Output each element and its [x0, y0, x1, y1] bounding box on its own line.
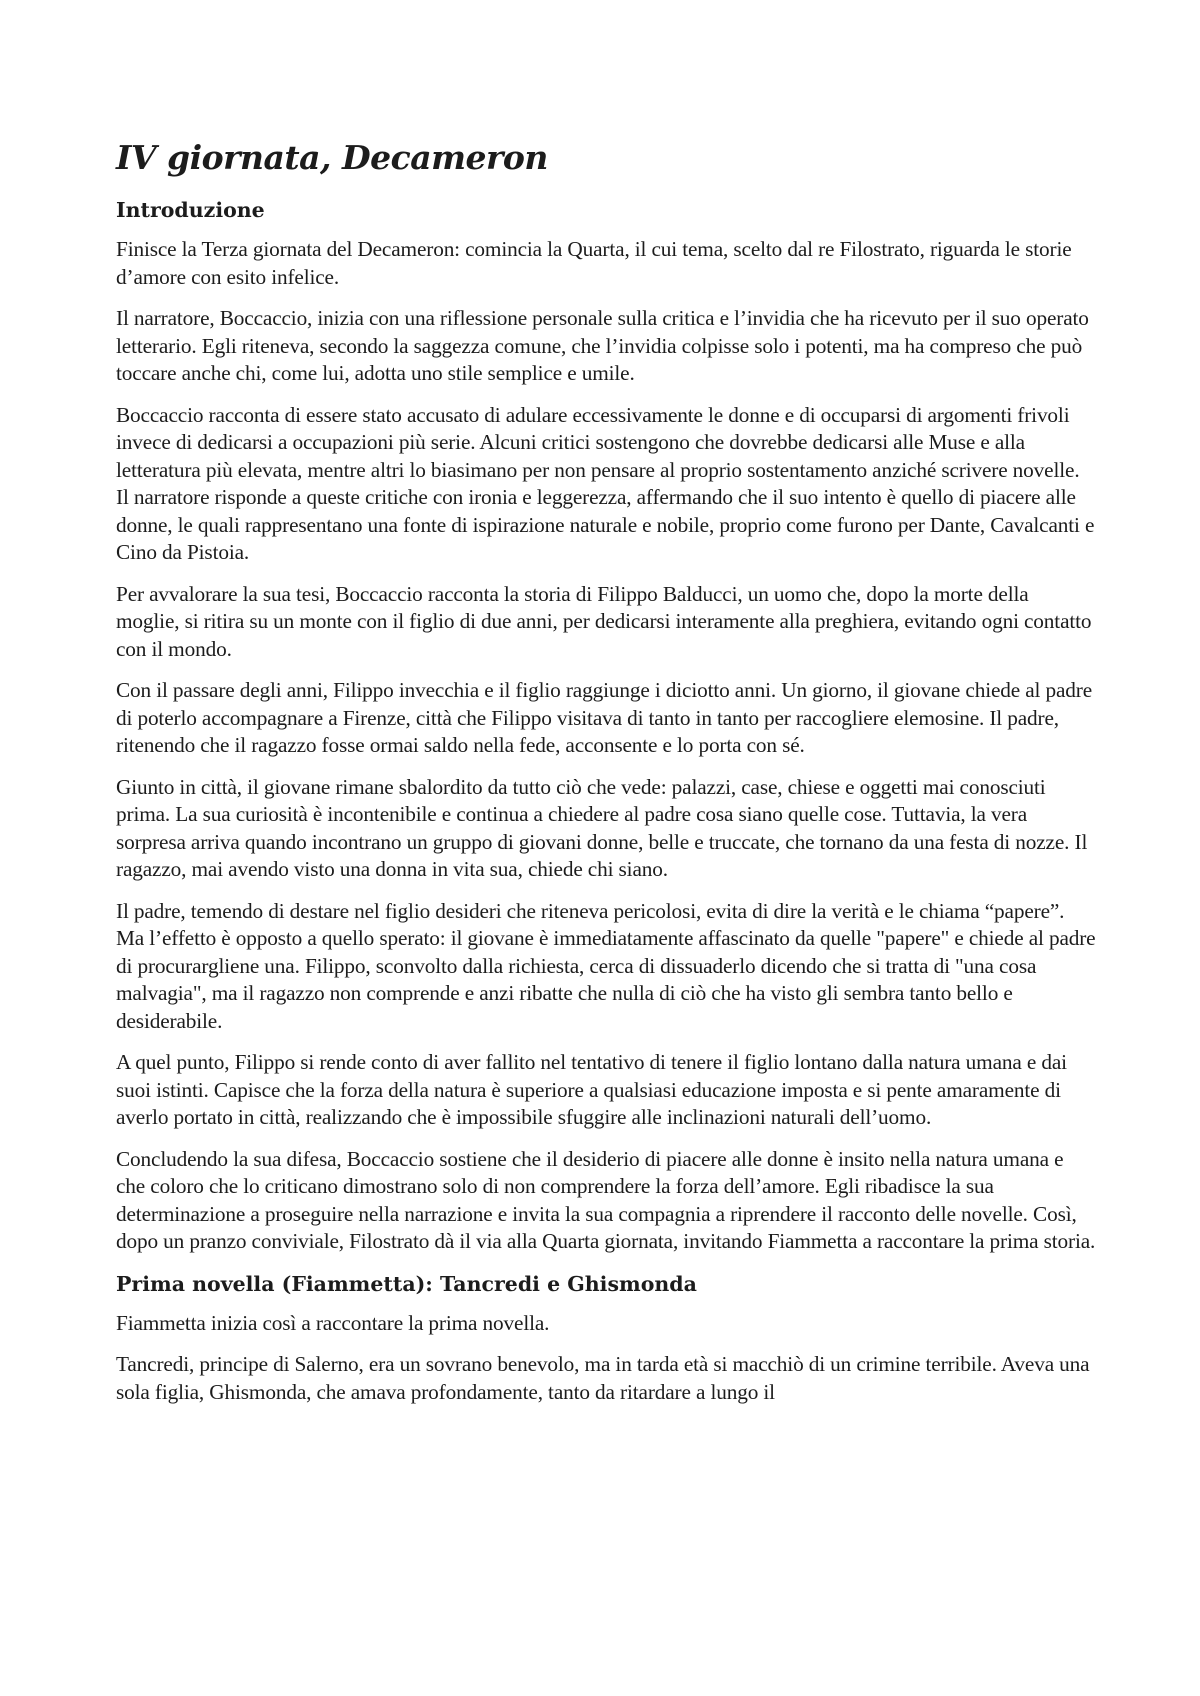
section-heading: Introduzione	[116, 198, 265, 222]
paragraph: Concludendo la sua difesa, Boccaccio sostiene che il desiderio di piacere alle donne è insito nella natura umana e che coloro che lo criticano dimostrano solo di non comprendere la forza dell’amore. Egli ribadisce la sua determinazione a proseguire nella narrazione e invita la sua compagnia a riprendere il racconto delle novelle. Così, dopo un pranzo conviviale, Filostrato dà il via alla Quarta giornata, invitando Fiammetta a raccontare la prima storia.	[116, 1146, 1096, 1253]
paragraph: Boccaccio racconta di essere stato accusato di adulare eccessivamente le donne e di occuparsi di argomenti frivoli invece di dedicarsi a occupazioni più serie. Alcuni critici sostengono che dovrebbe dedicarsi alle Muse e alla letteratura più elevata, mentre altri lo biasimano per non pensare al proprio sostentamento anziché scrivere novelle. Il narratore risponde a queste critiche con ironia e leggerezza, affermando che il suo intento è quello di piacere alle donne, le quali rappresentano una fonte di ispirazione naturale e nobile, proprio come furono per Dante, Cavalcanti e Cino da Pistoia.	[116, 402, 1095, 564]
section-prima-novella	[116, 1270, 1096, 1407]
paragraph: Giunto in città, il giovane rimane sbalordito da tutto ciò che vede: palazzi, case, chiese e oggetti mai conosciuti prima. La sua curiosità è incontenibile e continua a chiedere al padre cosa siano quelle cose. Tuttavia, la vera sorpresa arriva quando incontrano un gruppo di giovani donne, belle e truccate, che tornano da una festa di nozze. Il ragazzo, mai avendo visto una donna in vita sua, chiede chi siano.	[116, 774, 1088, 881]
paragraph: Fiammetta inizia così a raccontare la prima novella.	[116, 1310, 550, 1335]
paragraph: Il padre, temendo di destare nel figlio desideri che riteneva pericolosi, evita di dire la verità e le chiama “papere”. Ma l’effetto è opposto a quello sperato: il giovane è immediatamente affascinato da quelle "papere" e chiede al padre di procurargliene una. Filippo, sconvolto dalla richiesta, cerca di dissuaderlo dicendo che si tratta di "una cosa malvagia", ma il ragazzo non comprende e anzi ribatte che nulla di ciò che ha visto gli sembra tanto bello e desiderabile.	[116, 898, 1096, 1033]
paragraph: Con il passare degli anni, Filippo invecchia e il figlio raggiunge i diciotto anni. Un giorno, il giovane chiede al padre di poterlo accompagnare a Firenze, città che Filippo visitava di tanto in tanto per raccogliere elemosine. Il padre, ritenendo che il ragazzo fosse ormai saldo nella fede, acconsente e lo porta con sé.	[116, 678, 1093, 757]
document-title: IV giornata, Decameron	[116, 138, 548, 177]
paragraph: A quel punto, Filippo si rende conto di aver fallito nel tentativo di tenere il figlio lontano dalla natura umana e dai suoi istinti. Capisce che la forza della natura è superiore a qualsiasi educazione imposta e si pente amaramente di averlo portato in città, realizzando che è impossibile sfuggire alle inclinazioni naturali dell’uomo.	[116, 1050, 1067, 1129]
document-page	[116, 138, 1096, 1420]
paragraph: Tancredi, principe di Salerno, era un sovrano benevolo, ma in tarda età si macchiò di un crimine terribile. Aveva una sola figlia, Ghismonda, che amava profondamente, tanto da ritardare a lungo il	[116, 1352, 1090, 1404]
paragraph: Finisce la Terza giornata del Decameron: comincia la Quarta, il cui tema, scelto dal re Filostrato, riguarda le storie d’amore con esito infelice.	[116, 237, 1072, 289]
paragraph: Per avvalorare la sua tesi, Boccaccio racconta la storia di Filippo Balducci, un uomo che, dopo la morte della moglie, si ritira su un monte con il figlio di due anni, per dedicarsi interamente alla preghiera, evitando ogni contatto con il mondo.	[116, 581, 1092, 661]
section-heading: Prima novella (Fiammetta): Tancredi e Ghismonda	[116, 1271, 697, 1296]
section-introduzione	[116, 196, 1096, 1256]
paragraph: Il narratore, Boccaccio, inizia con una riflessione personale sulla critica e l’invidia che ha ricevuto per il suo operato letterario. Egli riteneva, secondo la saggezza comune, che l’invidia colpisse solo i potenti, ma ha compreso che può toccare anche chi, come lui, adotta uno stile semplice e umile.	[116, 306, 1089, 385]
